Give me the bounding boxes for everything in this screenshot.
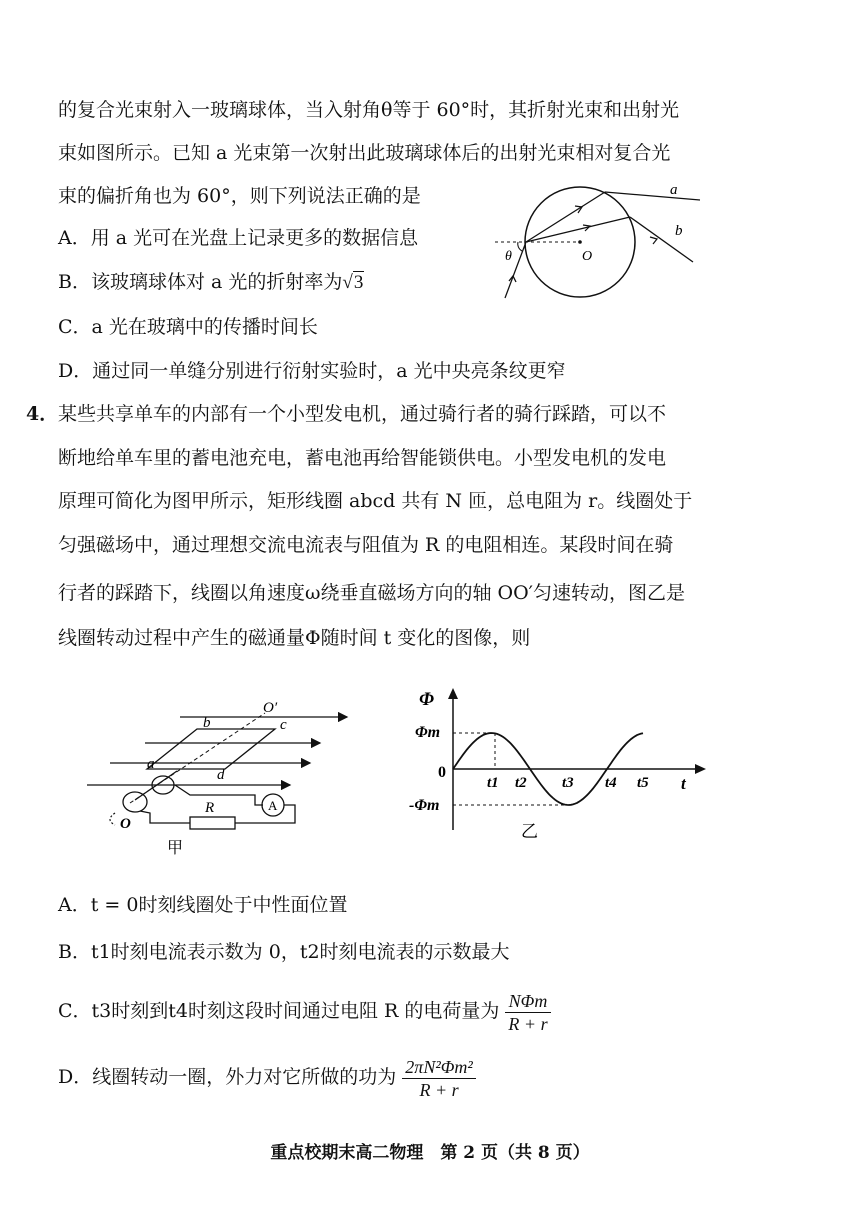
- circuit-wire-top: [175, 785, 263, 805]
- label-theta: θ: [505, 249, 512, 264]
- q4-option-a: A．t = 0时刻线圈处于中性面位置: [58, 894, 348, 916]
- label-op: O′: [263, 700, 278, 716]
- label-t3: t3: [562, 775, 574, 791]
- q4-option-d: [58, 1054, 476, 1101]
- x-axis-arrow: [695, 764, 706, 774]
- charge-numerator: NΦm: [505, 990, 550, 1013]
- label-t2: t2: [515, 775, 527, 791]
- q4-line-6: 线圈转动过程中产生的磁通量Φ随时间 t 变化的图像，则: [58, 627, 531, 649]
- work-fraction: [402, 1056, 476, 1101]
- label-t5: t5: [637, 775, 649, 791]
- q3-line-2: 束如图所示。已知 a 光束第一次射出此玻璃球体后的出射光束相对复合光: [58, 142, 671, 164]
- q3-option-b: [58, 270, 364, 295]
- q4-line-2: 断地给单车里的蓄电池充电，蓄电池再给智能锁供电。小型发电机的发电: [58, 447, 667, 469]
- page-footer: 重点校期末高二物理 第 2 页（共 8 页）: [270, 1143, 590, 1163]
- q3-option-a: A．用 a 光可在光盘上记录更多的数据信息: [58, 227, 419, 249]
- q4-option-b: B．t1时刻电流表示数为 0，t2时刻电流表的示数最大: [58, 941, 510, 963]
- q3-line-3: 束的偏折角也为 60°，则下列说法正确的是: [58, 185, 421, 207]
- resistor: [190, 817, 235, 829]
- label-d: d: [217, 767, 225, 783]
- label-b: b: [203, 715, 211, 731]
- label-r: R: [205, 800, 215, 816]
- refracted-ray-a: [526, 192, 605, 242]
- q3-option-d: D．通过同一单缝分别进行衍射实验时，a 光中央亮条纹更窄: [58, 360, 566, 382]
- glass-sphere-figure: [485, 180, 715, 310]
- q4-line-3: 原理可简化为图甲所示，矩形线圈 abcd 共有 N 匝，总电阻为 r。线圈处于: [58, 490, 693, 512]
- sqrt-symbol: √3: [342, 272, 364, 293]
- sqrt-radicand: 3: [353, 272, 364, 293]
- label-a: a: [670, 182, 678, 198]
- q3-option-c: C．a 光在玻璃中的传播时间长: [58, 316, 318, 338]
- label-ammeter: A: [268, 798, 278, 813]
- label-o: O: [120, 816, 131, 832]
- label-t1: t1: [487, 775, 499, 791]
- exit-ray-a: [605, 192, 700, 200]
- label-c: c: [280, 717, 287, 733]
- work-denominator: R + r: [419, 1079, 459, 1100]
- label-x-axis: t: [681, 774, 686, 793]
- theta-arc: [518, 242, 522, 251]
- q4-line-5: 行者的踩踏下，线圈以角速度ω绕垂直磁场方向的轴 OO′匀速转动，图乙是: [58, 582, 686, 604]
- q4-line-4: 匀强磁场中，通过理想交流电流表与阻值为 R 的电阻相连。某段时间在骑: [58, 534, 674, 556]
- circuit-wire-left: [140, 811, 190, 823]
- q3-option-b-text: B．该玻璃球体对 a 光的折射率为: [58, 271, 343, 293]
- label-neg-phim: -Φm: [409, 797, 440, 814]
- refracted-ray-b: [526, 217, 630, 242]
- label-y-axis: Φ: [419, 689, 434, 710]
- arrow-exit-b: [650, 237, 657, 244]
- exit-ray-b: [630, 217, 693, 262]
- center-point: [578, 240, 582, 244]
- label-b: b: [675, 223, 683, 239]
- work-numerator: 2πN²Φm²: [402, 1056, 476, 1079]
- q4-number: 4．: [26, 403, 59, 425]
- q4-option-d-text: D．线圈转动一圈，外力对它所做的功为: [58, 1066, 397, 1088]
- charge-fraction: [505, 990, 550, 1035]
- y-axis-arrow: [448, 688, 458, 699]
- caption-yi: 乙: [521, 822, 538, 841]
- label-zero: 0: [438, 764, 446, 781]
- q4-option-c-text: C．t3时刻到t4时刻这段时间通过电阻 R 的电荷量为: [58, 1000, 500, 1022]
- label-phim: Φm: [415, 724, 441, 741]
- label-t4: t4: [605, 775, 617, 791]
- flux-graph: [405, 685, 710, 845]
- q4-option-c: [58, 988, 551, 1035]
- circuit-wire-right: [235, 805, 295, 823]
- charge-denominator: R + r: [508, 1013, 548, 1034]
- generator-figure: [85, 695, 385, 860]
- label-a: a: [147, 756, 155, 772]
- rotation-arrow: [110, 813, 115, 825]
- q3-line-1: 的复合光束射入一玻璃球体，当入射角θ等于 60°时，其折射光束和出射光: [58, 99, 680, 121]
- label-o: O: [582, 249, 593, 264]
- q4-line-1: 某些共享单车的内部有一个小型发电机，通过骑行者的骑行踩踏，可以不: [58, 403, 667, 425]
- slip-ring-1: [123, 792, 147, 812]
- caption-jia: 甲: [167, 840, 184, 857]
